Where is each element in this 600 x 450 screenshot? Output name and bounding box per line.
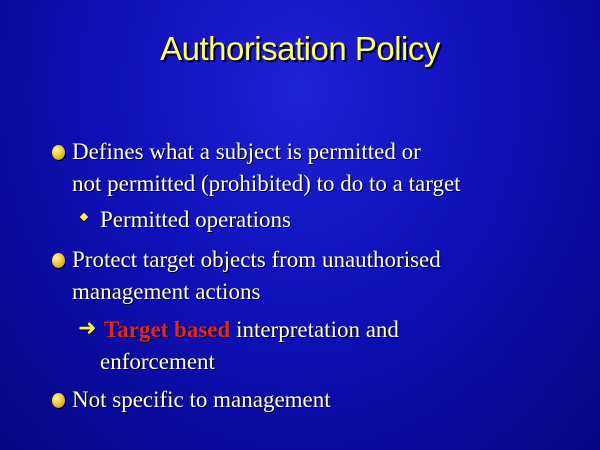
round-bullet-icon: [52, 253, 65, 268]
round-bullet-icon: [52, 393, 65, 408]
highlight-target-based: Target based: [104, 317, 231, 342]
sub-bullet-permitted-operations: Permitted operations: [100, 207, 291, 232]
arrow-item-line-1: [104, 314, 399, 346]
bullet-2-line-2: management actions: [72, 279, 261, 304]
round-bullet-icon: [52, 145, 65, 160]
arrow-item-rest: interpretation and: [230, 317, 399, 342]
diamond-bullet-icon: [80, 213, 88, 221]
bullet-3-line-1: Not specific to management: [72, 387, 331, 412]
bullet-1-line-1: Defines what a subject is permitted or: [72, 139, 421, 164]
slide-title: Authorisation Policy: [160, 30, 440, 67]
arrow-item-line-2: enforcement: [100, 349, 215, 374]
bullet-2-line-1: Protect target objects from unauthorised: [72, 247, 441, 272]
bullet-1-line-2: not permitted (prohibited) to do to a target: [72, 171, 461, 196]
arrow-right-icon: ➜: [78, 316, 97, 341]
